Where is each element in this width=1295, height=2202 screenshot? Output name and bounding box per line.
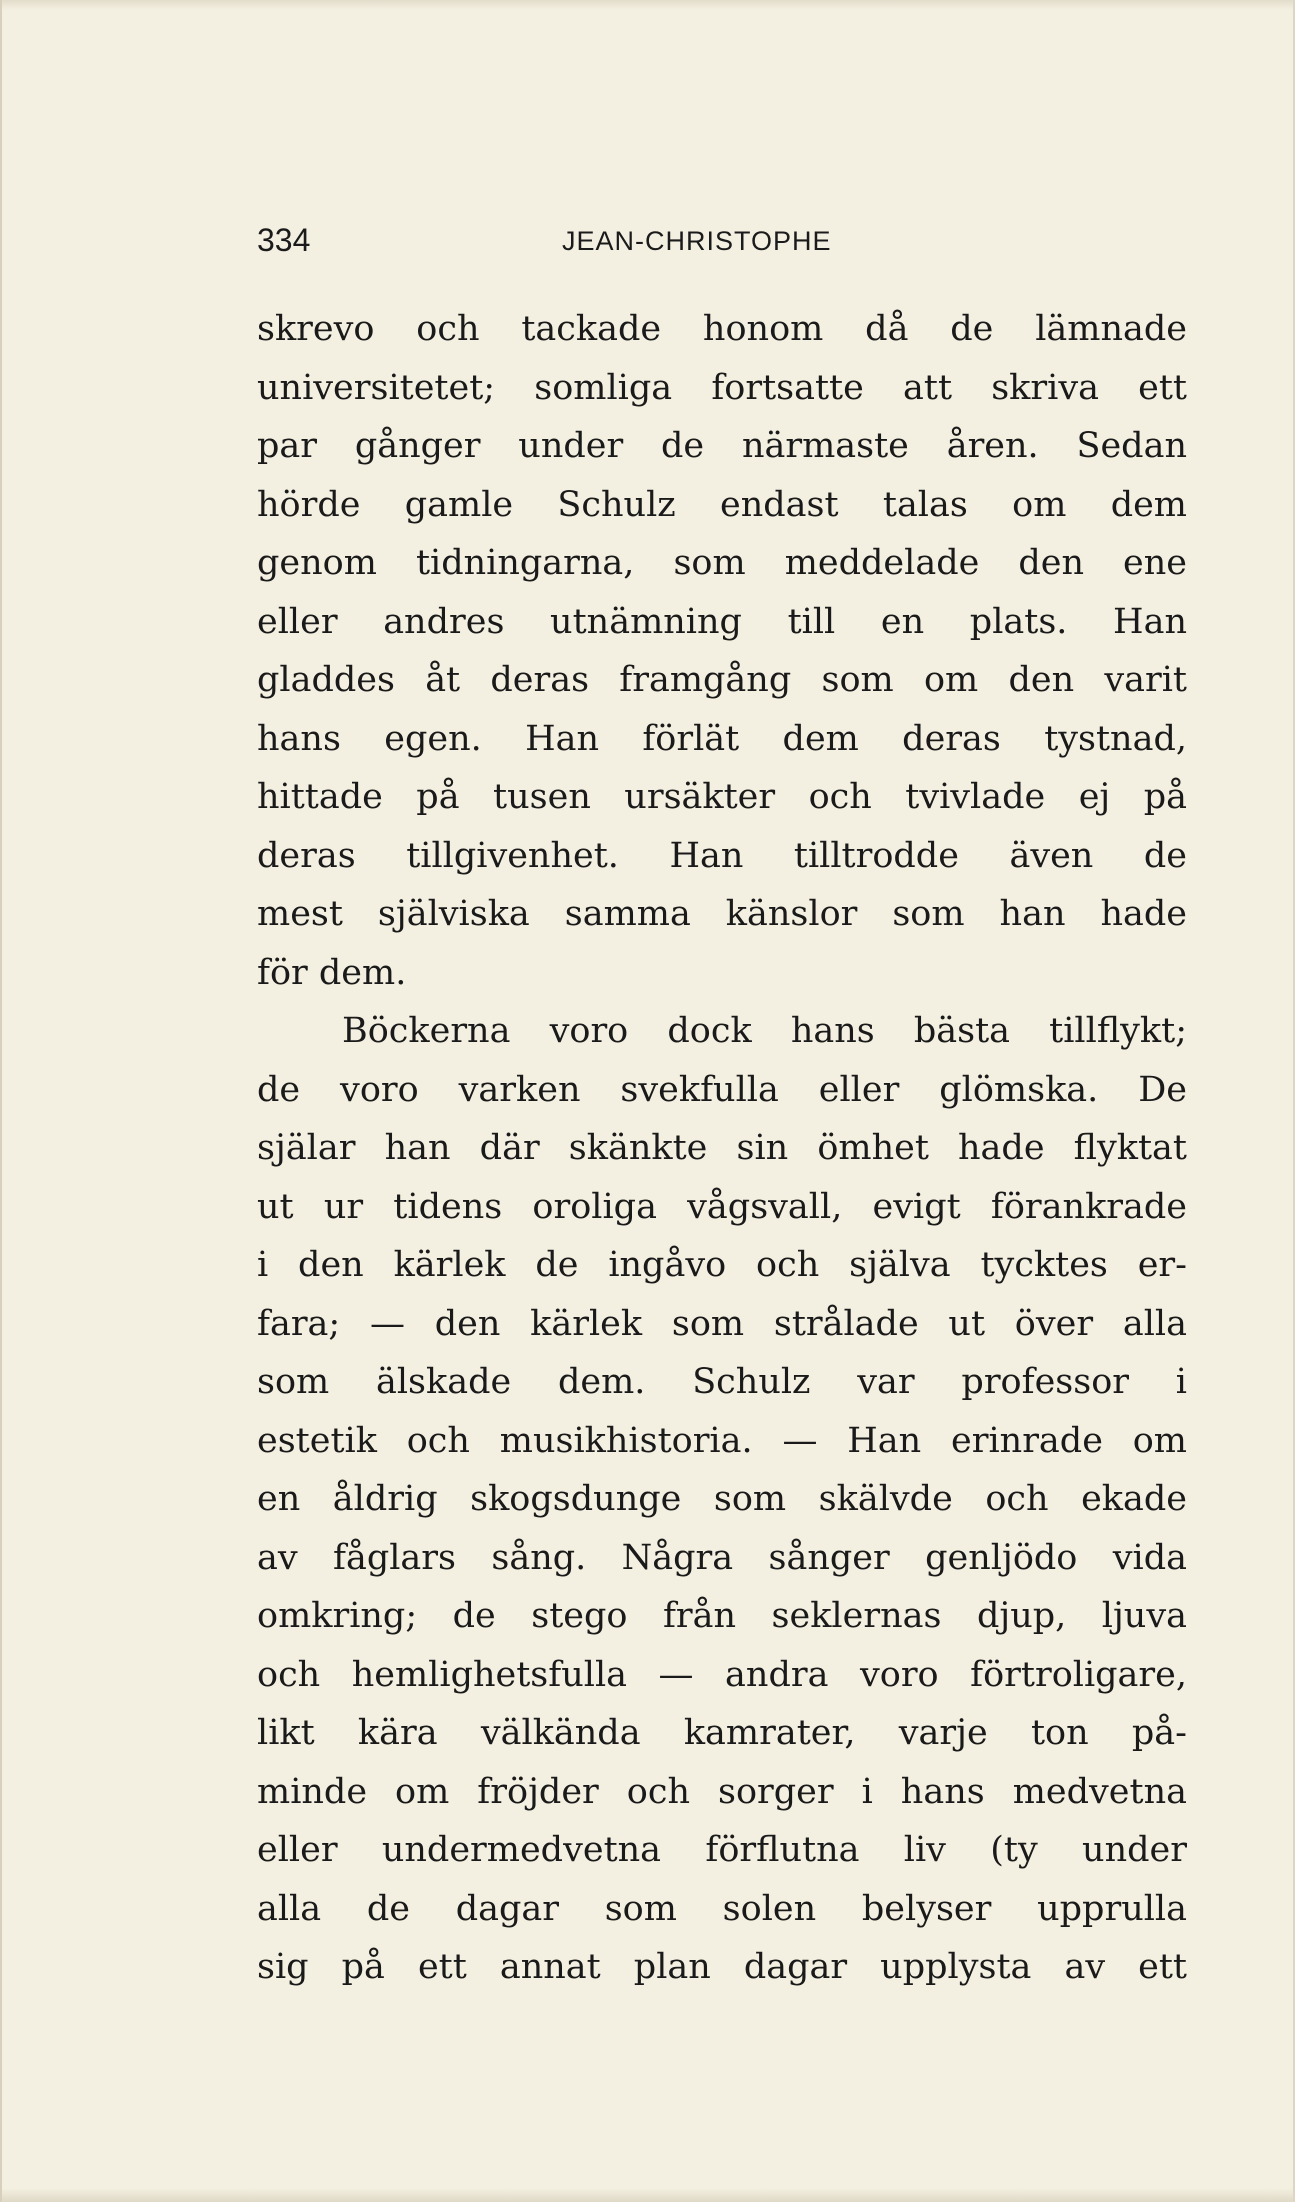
text-line: hittade på tusen ursäkter och tvivlade ej på — [257, 777, 1187, 817]
running-title: JEAN-CHRISTOPHE — [562, 226, 832, 256]
text-line: minde om fröjder och sorger i hans medvetna — [257, 1771, 1187, 1812]
text-line: likt kära välkända kamrater, varje ton på- — [257, 1713, 1187, 1753]
text-line: fara; — den kärlek som strålade ut över alla — [257, 1303, 1187, 1344]
paragraph-first-line: Böckerna voro dock hans bästa tillflykt; — [342, 1011, 1187, 1051]
text-line: själar han där skänkte sin ömhet hade flyktat — [257, 1128, 1187, 1168]
text-line: de voro varken svekfulla eller glömska. De — [257, 1069, 1187, 1110]
text-line: deras tillgivenhet. Han tilltrodde även de — [257, 835, 1187, 876]
text-line: och hemlighetsfulla — andra voro förtroligare, — [257, 1654, 1187, 1695]
text-line: par gånger under de närmaste åren. Sedan — [257, 426, 1187, 466]
paragraph-end-line: för dem. — [257, 952, 407, 993]
text-line: som älskade dem. Schulz var professor i — [257, 1362, 1187, 1402]
body-text — [257, 300, 1187, 1997]
text-line: sig på ett annat plan dagar upplysta av ett — [257, 1947, 1187, 1987]
page-number: 334 — [257, 222, 311, 258]
text-line: skrevo och tackade honom då de lämnade — [257, 309, 1187, 349]
text-line: gladdes åt deras framgång som om den varit — [257, 660, 1187, 700]
text-line: mest själviska samma känslor som han hade — [257, 894, 1187, 934]
text-line: hörde gamle Schulz endast talas om dem — [257, 484, 1187, 525]
text-line: alla de dagar som solen belyser upprulla — [257, 1888, 1187, 1929]
text-line: ut ur tidens oroliga vågsvall, evigt förankrade — [257, 1186, 1187, 1227]
text-line: omkring; de stego från seklernas djup, ljuva — [257, 1596, 1187, 1636]
text-line: eller undermedvetna förflutna liv (ty under — [257, 1830, 1187, 1870]
text-line: av fåglars sång. Några sånger genljödo vida — [257, 1537, 1187, 1578]
text-line: i den kärlek de ingåvo och själva tycktes er- — [257, 1245, 1187, 1285]
text-line: hans egen. Han förlät dem deras tystnad, — [257, 718, 1187, 759]
text-line: estetik och musikhistoria. — Han erinrade om — [257, 1420, 1187, 1461]
text-line: eller andres utnämning till en plats. Han — [257, 601, 1187, 642]
page-header — [257, 222, 1197, 262]
text-line: en åldrig skogsdunge som skälvde och ekade — [257, 1479, 1187, 1519]
text-line: genom tidningarna, som meddelade den ene — [257, 543, 1187, 583]
text-line: universitetet; somliga fortsatte att skriva ett — [257, 367, 1187, 408]
